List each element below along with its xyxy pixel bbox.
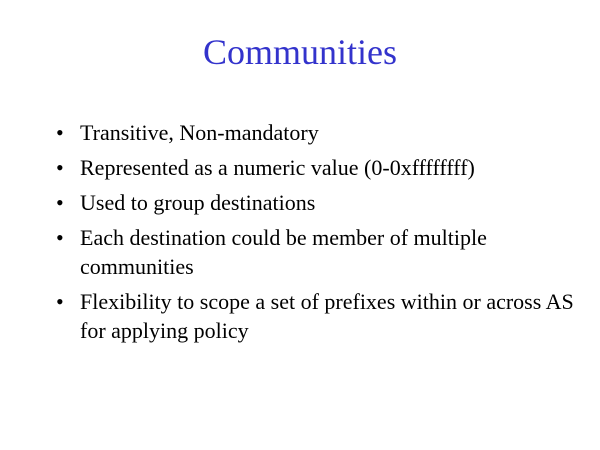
bullet-icon: • bbox=[56, 289, 64, 314]
bullet-icon: • bbox=[56, 225, 64, 250]
bullet-list bbox=[56, 118, 576, 351]
bullet-item bbox=[56, 188, 576, 217]
bullet-text: Flexibility to scope a set of prefixes within or across AS for applying policy bbox=[80, 289, 574, 343]
bullet-text: Each destination could be member of multiple communities bbox=[80, 225, 487, 279]
bullet-item bbox=[56, 153, 576, 182]
bullet-text: Used to group destinations bbox=[80, 190, 316, 215]
bullet-text: Transitive, Non-mandatory bbox=[80, 120, 319, 145]
bullet-icon: • bbox=[56, 190, 64, 215]
bullet-icon: • bbox=[56, 120, 64, 145]
bullet-text: Represented as a numeric value (0-0xffffffff) bbox=[80, 155, 475, 180]
bullet-icon: • bbox=[56, 155, 64, 180]
slide-title: Communities bbox=[202, 32, 397, 72]
bullet-item bbox=[56, 223, 576, 281]
bullet-item bbox=[56, 118, 576, 147]
bullet-item bbox=[56, 287, 576, 345]
